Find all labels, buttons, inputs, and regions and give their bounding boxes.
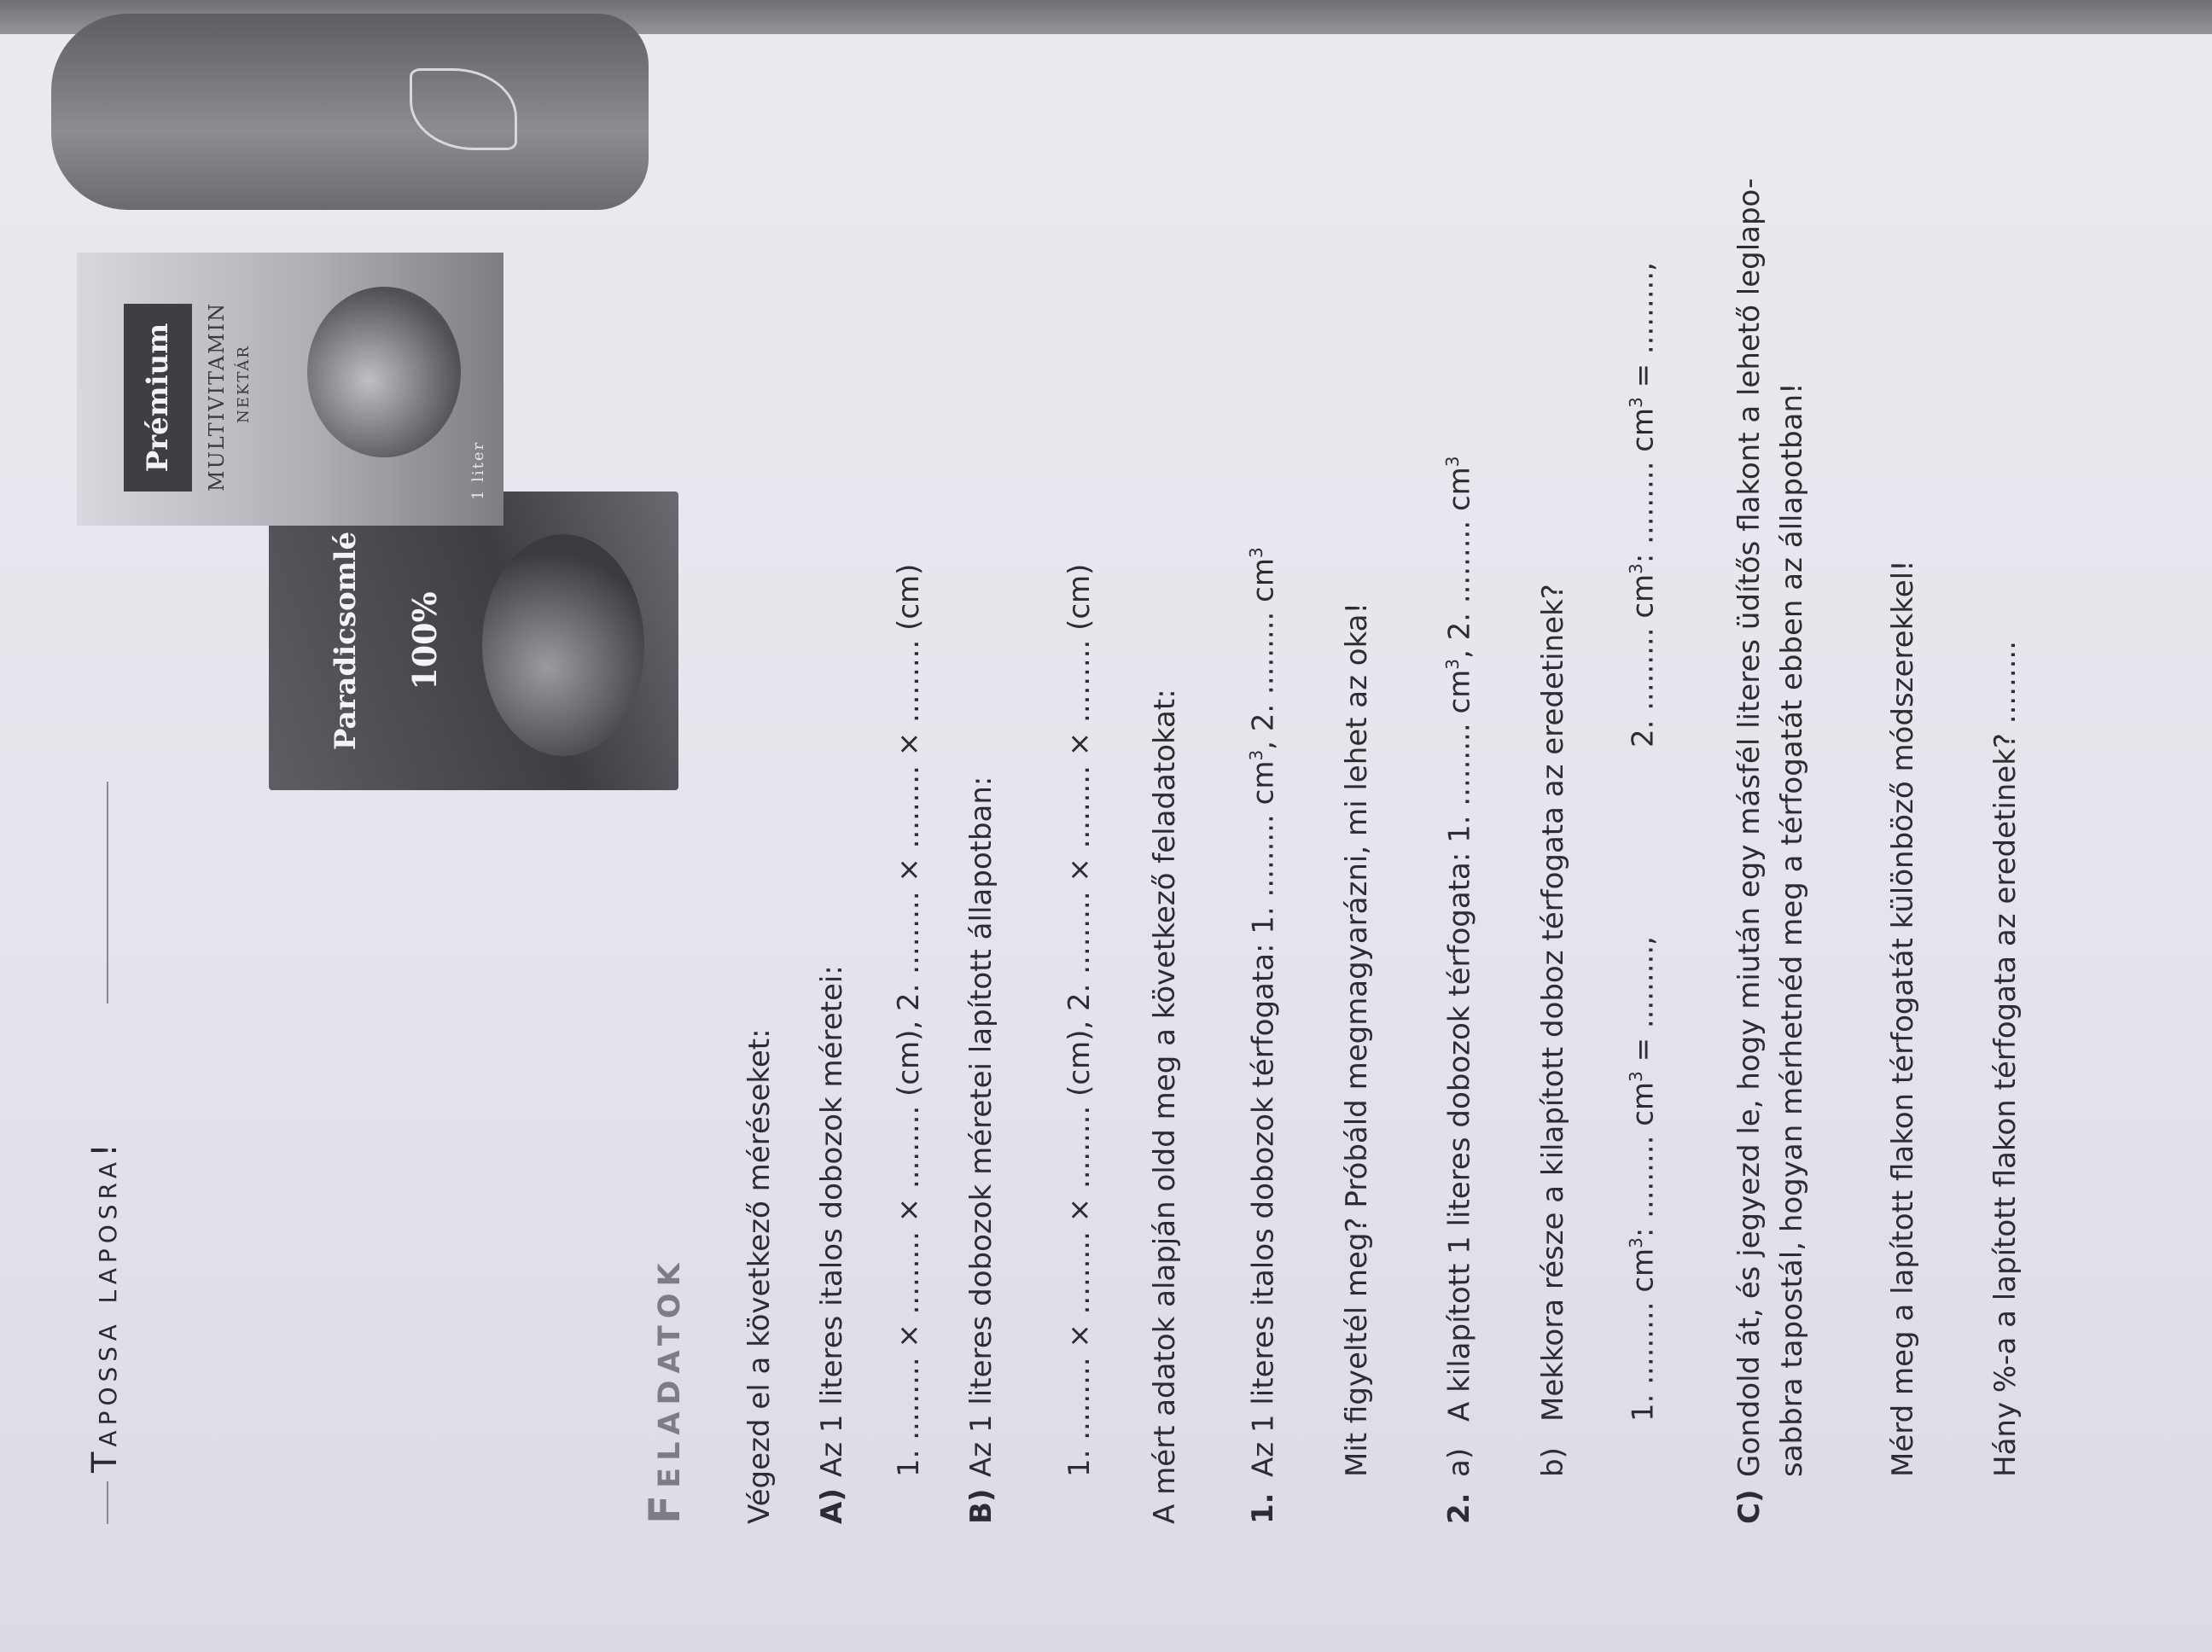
task2-a-text: A kilapított 1 literes dobozok térfogata: 1. ......... cm <box>1442 669 1477 1422</box>
task2-b-text: Mekkora része a kilapított doboz térfogata az eredetinek? <box>1536 584 1570 1422</box>
label-b: B) <box>964 1488 998 1524</box>
task2-a-label: a) <box>1442 1447 1476 1477</box>
b-line2-sup1: 3 <box>1626 563 1646 574</box>
task2-a-sup2: 3 <box>1442 456 1463 468</box>
leaf-graphic <box>410 68 517 150</box>
a-measure-line: 1. ......... × ......... × ......... (cm), 2. ......... × ......... × ......... (cm) <box>892 563 926 1477</box>
b-line2-sup2: 3 <box>1626 397 1646 408</box>
label-task2: 2. <box>1442 1492 1476 1524</box>
task2-a-sup1: 3 <box>1442 659 1463 670</box>
carton1-brand: Paradicsomlé <box>329 531 363 751</box>
task1-part2: , 2. ......... cm <box>1246 558 1281 750</box>
c-text1: Gondold át, és jegyezd le, hogy miután egy másfél literes üdítős flakont a lehető leglapo- <box>1732 177 1767 1477</box>
b-line2-p1: 2. ......... cm <box>1626 573 1661 747</box>
a-text: Az 1 literes italos dobozok méretei: <box>815 965 849 1477</box>
b-measure-line: 1. ......... × ......... × ......... (cm), 2. ......... × ......... × ......... (cm) <box>1062 563 1097 1477</box>
carton2-line2: NEKTÁR <box>235 345 253 423</box>
task2-b-line2 <box>1626 262 1660 747</box>
label-a: A) <box>815 1488 849 1524</box>
task1-sup1: 3 <box>1246 749 1266 761</box>
label-c: C) <box>1732 1489 1767 1524</box>
task2-b-line1 <box>1626 936 1660 1422</box>
label-task1: 1. <box>1246 1492 1280 1524</box>
task1-sup2: 3 <box>1246 547 1266 559</box>
tomato-graphic <box>482 534 644 756</box>
carton1-percent: 100% <box>405 591 444 690</box>
b-line1-sup2: 3 <box>1626 1071 1646 1082</box>
header-rule-left <box>107 1481 108 1524</box>
intro-text: Végezd el a következő méréseket: <box>742 1028 777 1524</box>
tasks-intro: A mért adatok alapján oldd meg a következő feladatokat: <box>1148 689 1182 1524</box>
c-text4: Hány %-a a lapított flakon térfogata az eredetinek? ......... <box>1988 640 2023 1477</box>
b-line2-p2: : ......... cm <box>1626 407 1661 564</box>
tomato-juice-carton-image <box>269 492 678 790</box>
multivitamin-carton-image <box>77 253 504 526</box>
task1-line <box>1246 547 1280 1477</box>
b-text: Az 1 literes dobozok méretei lapított állapotban: <box>964 776 998 1477</box>
page-title: Tapossa laposra! <box>85 1137 125 1473</box>
section-title: Feladatok <box>640 1256 690 1524</box>
task2-a-line <box>1442 457 1476 1422</box>
b-line1-p2: : ......... cm <box>1626 1081 1661 1238</box>
plastic-bottle-image <box>51 14 649 210</box>
carton2-brand: Prémium <box>124 304 192 492</box>
b-line1-p3: = ........., <box>1626 936 1661 1072</box>
c-text2: sabbra tapostál, hogyan mérhetnéd meg a térfogatát ebben az állapotban! <box>1775 382 1809 1477</box>
task1-text: Az 1 literes italos dobozok térfogata: 1. ......... cm <box>1246 760 1281 1477</box>
header-rule-right <box>107 782 108 1003</box>
b-line1-sup1: 3 <box>1626 1237 1646 1248</box>
task2-b-label: b) <box>1536 1447 1570 1477</box>
task2-a-part2: , 2. ......... cm <box>1442 467 1477 659</box>
c-text3: Mérd meg a lapított flakon térfogatát különböző módszerekkel! <box>1886 560 1920 1477</box>
carton2-line1: MULTIVITAMIN <box>205 301 229 492</box>
carton2-volume: 1 liter <box>469 440 487 500</box>
fruit-graphic <box>307 287 461 457</box>
b-line1-p1: 1. ......... cm <box>1626 1248 1661 1422</box>
task1-question: Mit figyeltél meg? Próbáld megmagyarázni, mi lehet az oka! <box>1340 602 1374 1477</box>
b-line2-p3: = ........., <box>1626 262 1661 398</box>
